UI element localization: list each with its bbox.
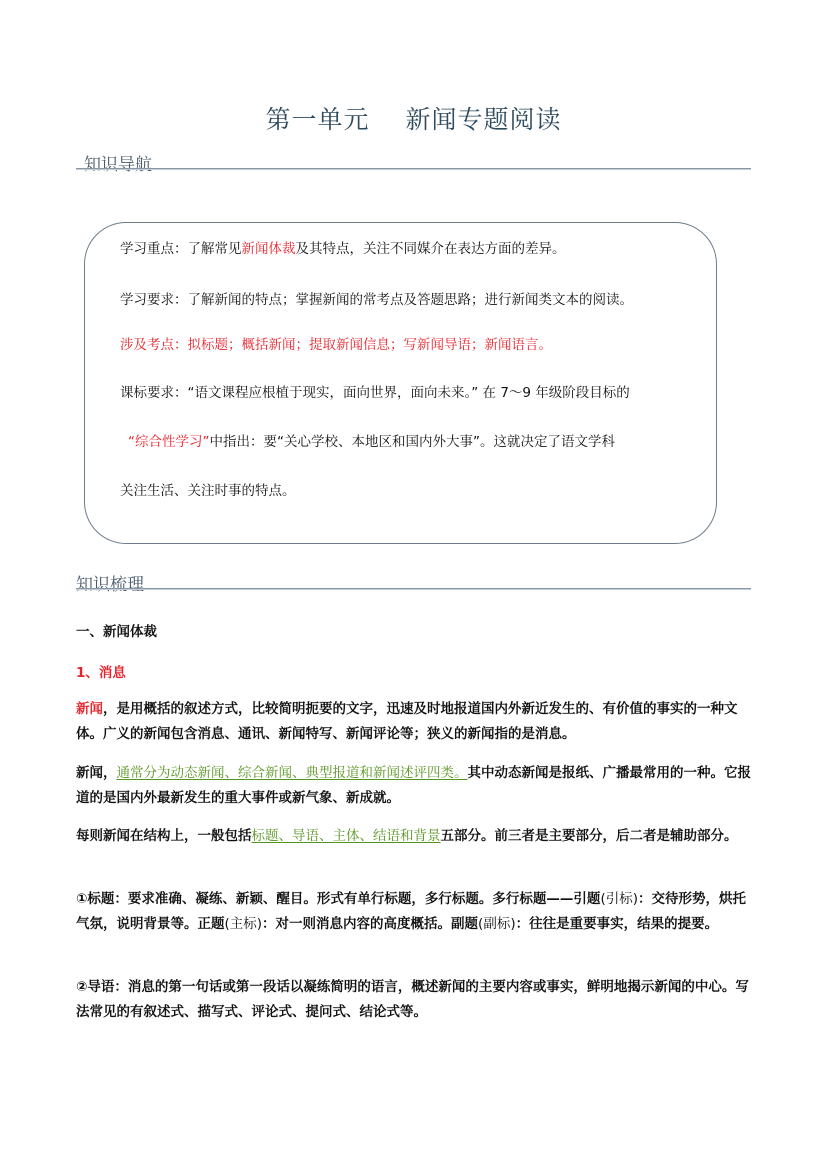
box-line-exam-points: 涉及考点：拟标题；概括新闻；提取新闻信息；写新闻导语；新闻语言。 [120, 337, 552, 353]
page-title: 第一单元 新闻专题阅读 [265, 105, 562, 134]
paragraph-lead: ②导语：消息的第一句话或第一段话以凝练简明的语言，概述新闻的主要内容或事实，鲜明地揭示新闻的中心。写法常见的有叙述式、描写式、评论式、提问式、结论式等。 [76, 979, 749, 1020]
box-line-standards-end: 关注生活、关注时事的特点。 [120, 483, 296, 499]
heading-news-genres: 一、新闻体裁 [76, 624, 157, 640]
box-line-standards: 课标要求：“语文课程应根植于现实，面向世界，面向未来。” 在 7～9 年级阶段目标的 [120, 385, 630, 401]
box-line-requirements: 学习要求：了解新闻的特点；掌握新闻的常考点及答题思路；进行新闻类文本的阅读。 [120, 292, 633, 308]
section-divider [76, 168, 751, 170]
paragraph-structure: 每则新闻在结构上，一般包括标题、导语、主体、结语和背景五部分。前三者是主要部分，后二者是辅助部分。 [76, 828, 738, 844]
section-heading-outline: 知识梳理 [76, 570, 751, 595]
heading-message: 1、消息 [76, 665, 126, 681]
paragraph-headline: ①标题：要求准确、凝练、新颖、醒目。形式有单行标题，多行标题。多行标题——引题(引标)：交待形势，烘托气氛，说明背景等。正题(主标)：对一则消息内容的高度概括。副题(副标)：往往是重要事实，结果的提要。 [76, 891, 746, 932]
box-line-focus: 学习重点：了解常见新闻体裁及其特点，关注不同媒介在表达方面的差异。 [120, 241, 566, 257]
paragraph-categories: 新闻，通常分为动态新闻、综合新闻、典型报道和新闻述评四类。其中动态新闻是报纸、广播最常用的一种。它报道的是国内外最新发生的重大事件或新气象、新成就。 [76, 765, 751, 806]
section-heading-nav: 知识导航 [76, 150, 751, 175]
box-line-standards-cont: “综合性学习”中指出：要“关心学校、本地区和国内外大事”。这就决定了语文学科 [128, 434, 615, 450]
section-divider [76, 588, 751, 590]
paragraph-definition: 新闻，是用概括的叙述方式，比较简明扼要的文字，迅速及时地报道国内外新近发生的、有价值的事实的一种文体。广义的新闻包含消息、通讯、新闻特写、新闻评论等；狭义的新闻指的是消息。 [76, 701, 738, 742]
